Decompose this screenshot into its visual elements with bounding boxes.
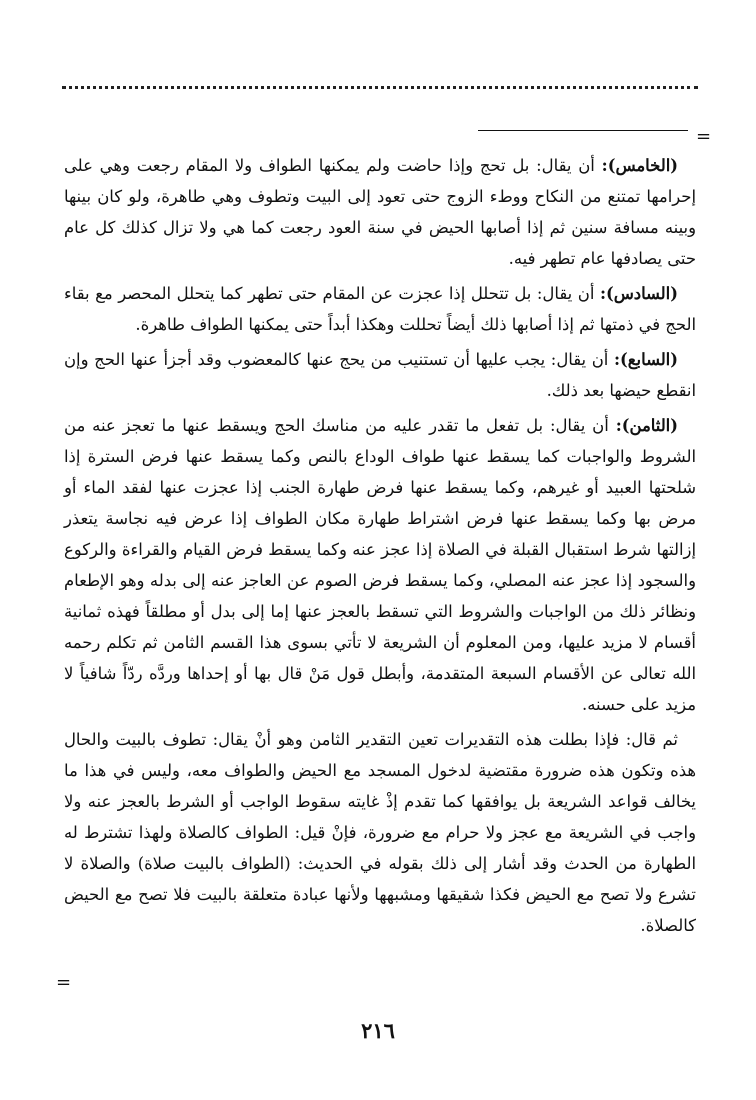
top-margin-mark: =: [696, 126, 712, 147]
top-dotted-rule: [62, 86, 698, 89]
paragraph-text: ثم قال: فإذا بطلت هذه التقديرات تعين التقدير الثامن وهو أنْ يقال: تطوف بالبيت والحال هذه وتكون هذه ضرورة مقتضية لدخول المسجد مع الحيض والطواف معه، وليس في هذا ما يخالف قواعد الشريعة بل يوافقها كما تقدم إذْ غايته سقوط الواجب أو الشرط بالعجز عنه ولا واجب في الشريعة مع عجز ولا حرام مع ضرورة، فإنْ قيل: الطواف كالصلاة ولهذا تشترط له الطهارة من الحدث وقد أشار إلى ذلك بقوله في الحديث: (الطواف بالبيت صلاة) والصلاة لا تشرع ولا تصح مع الحيض فكذا شقيقها ومشبهها ولأنها عبادة متعلقة بالبيت فلا تصح مع الحيض كالصلاة.: [64, 730, 696, 935]
page-number: ٢١٦: [361, 1018, 395, 1043]
page-body: [64, 150, 696, 945]
paragraph-label: (الخامس):: [601, 156, 678, 175]
paragraph-text: أن يقال: يجب عليها أن تستنيب من يحج عنها كالمعضوب وقد أجزأ عنها الحج وإن انقطع حيضها بعد ذلك.: [64, 350, 696, 400]
paragraph-conclusion: [64, 724, 696, 941]
paragraph-fifth: [64, 150, 696, 274]
paragraph-label: (السادس):: [599, 284, 678, 303]
footnote-separator-rule: [478, 130, 688, 131]
paragraph-label: (الثامن):: [615, 416, 678, 435]
paragraph-seventh: [64, 344, 696, 406]
paragraph-label: (السابع):: [613, 350, 678, 369]
paragraph-sixth: [64, 278, 696, 340]
bottom-margin-mark: =: [56, 972, 72, 993]
paragraph-eighth: [64, 410, 696, 720]
paragraph-text: أن يقال: بل تحج وإذا حاضت ولم يمكنها الطواف ولا المقام رجعت وهي على إحرامها تمتنع من النكاح ووطء الزوج حتى تعود إلى البيت وتطوف وهي طاهرة، ولو كان بينها وبينه مسافة سنين ثم إذا أصابها الحيض في سنة العود رجعت كما هي ولا تزال كذلك كل عام حتى يصادفها عام تطهر فيه.: [64, 156, 696, 268]
paragraph-text: أن يقال: بل تفعل ما تقدر عليه من مناسك الحج ويسقط عنها ما تعجز عنه من الشروط والواجبات كما يسقط عنها طواف الوداع بالنص وكما يسقط عنها فرض السترة إذا شلحتها العبيد أو غيرهم، وكما يسقط عنها فرض طهارة الجنب إذا عجزت عنها لفقد الماء أو مرض بها وكما يسقط عنها فرض اشتراط طهارة مكان الطواف إذا عرض فيه نجاسة يتعذر إزالتها شرط استقبال القبلة في الصلاة إذا عجز عنه وكما يسقط فرض القيام والقراءة والركوع والسجود إذا عجز عنه المصلي، وكما يسقط فرض الصوم عن العاجز عنه إلى بدله وهو الإطعام ونظائر ذلك من الواجبات والشروط التي تسقط بالعجز عنها إما إلى بدل أو مطلقاً فهذه ثمانية أقسام لا مزيد عليها، ومن المعلوم أن الشريعة لا تأتي بسوى هذا القسم الثامن ثم تكلم رحمه الله تعالى عن الأقسام السبعة المتقدمة، وأبطل قول مَنْ قال بها أو إحداها وردَّه ردّاً شافياً لا مزيد على حسنه.: [64, 416, 696, 714]
paragraph-text: أن يقال: بل تتحلل إذا عجزت عن المقام حتى تطهر كما يتحلل المحصر مع بقاء الحج في ذمتها ثم إذا أصابها ذلك أيضاً تحللت وهكذا أبداً حتى يمكنها الطواف طاهرة.: [64, 284, 696, 334]
